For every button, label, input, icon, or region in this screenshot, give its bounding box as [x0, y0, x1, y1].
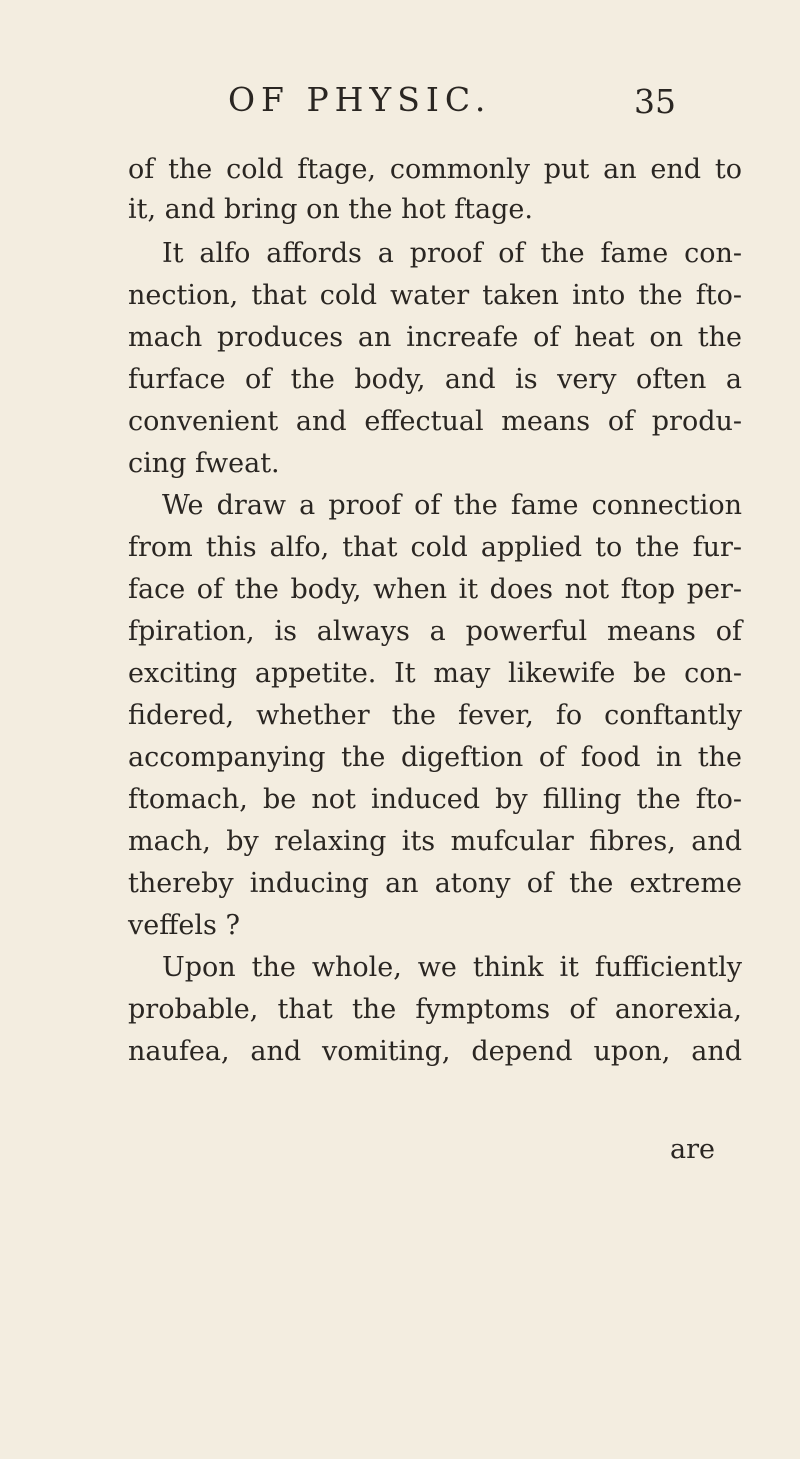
text-line: veffels ? — [128, 910, 240, 941]
text-line: cing fweat. — [128, 448, 280, 479]
text-line: it, and bring on the hot ftage. — [128, 194, 533, 225]
text-line: We draw a proof of the fame connection — [162, 490, 742, 521]
text-line: furface of the body, and is very often a — [128, 364, 742, 395]
text-line: It alfo affords a proof of the fame con- — [162, 238, 742, 269]
text-line: mach, by relaxing its mufcular fibres, and — [128, 826, 742, 857]
text-line: accompanying the digeftion of food in the — [128, 742, 742, 773]
text-line: fidered, whether the fever, fo conftantly — [128, 700, 742, 731]
text-line: thereby inducing an atony of the extreme — [128, 868, 742, 899]
text-line: exciting appetite. It may likewife be con- — [128, 658, 742, 689]
running-head: OF PHYSIC. — [228, 80, 492, 119]
text-line: Upon the whole, we think it fufficiently — [162, 952, 742, 983]
text-line: from this alfo, that cold applied to the fur- — [128, 532, 742, 563]
text-line: mach produces an increafe of heat on the — [128, 322, 742, 353]
text-line: naufea, and vomiting, depend upon, and — [128, 1036, 742, 1067]
catchword: are — [670, 1134, 715, 1165]
text-line: of the cold ftage, commonly put an end to — [128, 154, 742, 185]
text-line: probable, that the fymptoms of anorexia, — [128, 994, 742, 1025]
page-header — [0, 80, 800, 130]
text-line: ftomach, be not induced by filling the fto- — [128, 784, 742, 815]
text-line: nection, that cold water taken into the fto- — [128, 280, 742, 311]
page-number: 35 — [634, 82, 676, 121]
text-line: fpiration, is always a powerful means of — [128, 616, 742, 647]
text-line: face of the body, when it does not ftop per- — [128, 574, 742, 605]
text-line: convenient and effectual means of produ- — [128, 406, 742, 437]
